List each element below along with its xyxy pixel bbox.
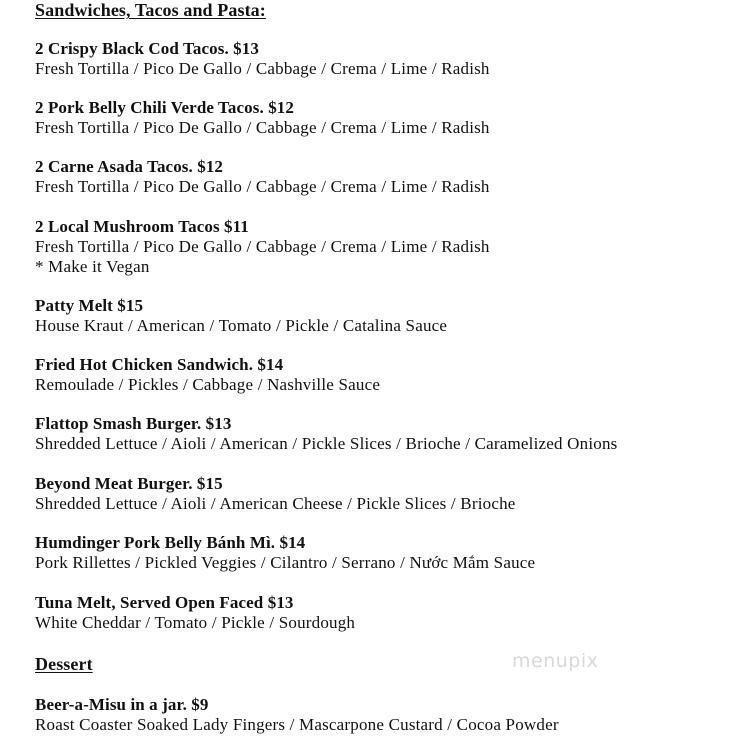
menu-item: [35, 296, 447, 336]
menu-item: [35, 533, 535, 573]
menu-item-description: House Kraut / American / Tomato / Pickle / Catalina Sauce: [35, 316, 448, 335]
menu-item-description: Shredded Lettuce / Aioli / American Cheese / Pickle Slices / Brioche: [35, 494, 516, 513]
menu-item-title: Flattop Smash Burger. $13: [35, 414, 232, 433]
menu-item: [35, 98, 490, 138]
menu-item-title: Beyond Meat Burger. $15: [35, 474, 223, 493]
section-heading-dessert: Dessert: [35, 654, 93, 674]
menu-item-description: Fresh Tortilla / Pico De Gallo / Cabbage / Crema / Lime / Radish: [35, 177, 490, 196]
menu-item: [35, 414, 617, 454]
menu-item-description: Pork Rillettes / Pickled Veggies / Cilantro / Serrano / Nước Mắm Sauce: [35, 553, 536, 572]
menu-item-title: 2 Local Mushroom Tacos $11: [35, 217, 249, 236]
menu-item-title: Tuna Melt, Served Open Faced $13: [35, 593, 294, 612]
menu-item: [35, 593, 355, 633]
menu-item: [35, 695, 559, 735]
menu-item: [35, 39, 490, 79]
menu-item-description: Shredded Lettuce / Aioli / American / Pickle Slices / Brioche / Caramelized Onions: [35, 434, 618, 453]
menu-item-title: 2 Crispy Black Cod Tacos. $13: [35, 39, 259, 58]
menu-item-description: Fresh Tortilla / Pico De Gallo / Cabbage / Crema / Lime / Radish: [35, 237, 490, 256]
menu-item-title: Humdinger Pork Belly Bánh Mì. $14: [35, 533, 306, 552]
menu-item-description: White Cheddar / Tomato / Pickle / Sourdough: [35, 613, 356, 632]
menu-item-description: Roast Coaster Soaked Lady Fingers / Mascarpone Custard / Cocoa Powder: [35, 715, 559, 734]
menu-item-title: Patty Melt $15: [35, 296, 144, 315]
menu-item-title: Beer-a-Misu in a jar. $9: [35, 695, 209, 714]
menu-item-note: * Make it Vegan: [35, 257, 150, 276]
menu-item-description: Remoulade / Pickles / Cabbage / Nashville Sauce: [35, 375, 381, 394]
section-heading-sandwiches: Sandwiches, Tacos and Pasta:: [35, 0, 266, 20]
menu-item-title: Fried Hot Chicken Sandwich. $14: [35, 355, 284, 374]
menu-item: [35, 474, 516, 514]
watermark-logo: menupix: [512, 650, 599, 672]
menu-item: [35, 217, 490, 277]
menu-item: [35, 355, 380, 395]
menu-item-title: 2 Carne Asada Tacos. $12: [35, 157, 224, 176]
menu-item: [35, 157, 490, 197]
menu-item-description: Fresh Tortilla / Pico De Gallo / Cabbage / Crema / Lime / Radish: [35, 118, 490, 137]
menu-item-description: Fresh Tortilla / Pico De Gallo / Cabbage / Crema / Lime / Radish: [35, 59, 490, 78]
menu-item-title: 2 Pork Belly Chili Verde Tacos. $12: [35, 98, 294, 117]
